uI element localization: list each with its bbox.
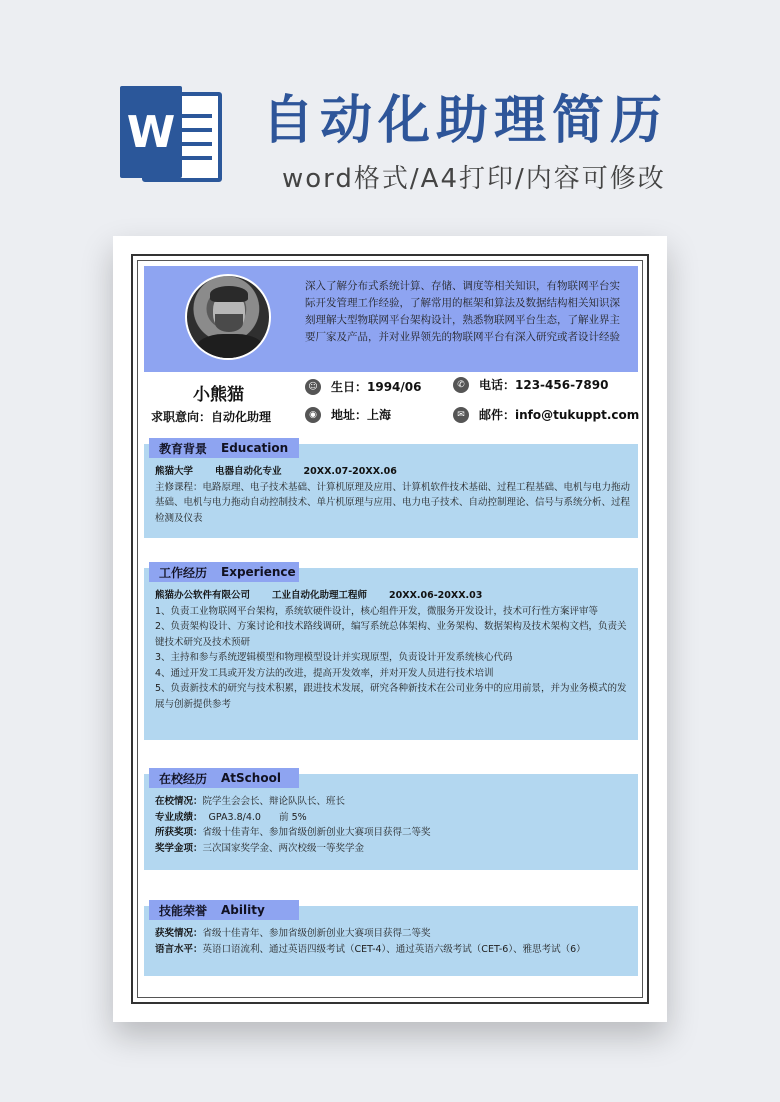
phone-icon: ✆ [453, 377, 469, 393]
work-title-cn: 工作经历 [159, 565, 208, 580]
mail-icon: ✉ [453, 407, 469, 423]
word-letter: W [120, 86, 182, 178]
work-item: 5、负责新技术的研究与技术积累，跟进技术发展，研究各种新技术在公司业务中的应用前景，并为业务模式的发展与创新提供参考 [155, 683, 627, 710]
company-name: 熊猫办公软件有限公司 [155, 590, 251, 601]
education-title-en: Education [221, 441, 289, 455]
school-body [155, 794, 633, 856]
courses: 主修课程：电路原理、电子技术基础、计算机原理及应用、计算机软件技术基础、过程工程基础、电机与电力拖动基础、电机与电力拖动自动控制技术、单片机原理与应用、电力电子技术、自动控制理论、信号与系统分析、过程检测及仪表 [155, 481, 631, 524]
row-value: 英语口语流利、通过英语四级考试（CET-4）、通过英语六级考试（CET-6）、雅思考试（6） [202, 943, 586, 955]
promo-banner [0, 0, 780, 230]
ability-body [155, 926, 633, 957]
banner-title: 自动化助理简历 [262, 91, 669, 151]
birth-text: 生日：1994/06 [331, 380, 422, 394]
row-value: 省级十佳青年、参加省级创新创业大赛项目获得二等奖 [202, 928, 431, 939]
work-item: 1、负责工业物联网平台架构，系统软硬件设计，核心组件开发，微服务开发设计，技术可行性方案评审等 [155, 605, 599, 617]
location-icon: ◉ [305, 407, 321, 423]
row-value: GPA3.8/4.0 前 5% [202, 811, 307, 823]
word-icon [112, 82, 224, 186]
address-text: 地址：上海 [331, 408, 392, 422]
address-info [305, 406, 391, 423]
education-period: 20XX.07-20XX.06 [303, 466, 397, 477]
work-item: 2、负责架构设计、方案讨论和技术路线调研，编写系统总体架构、业务架构、数据架构及技术架构文档，负责关键技术研究及技术预研 [155, 621, 627, 648]
row-value: 三次国家奖学金、两次校级一等奖学金 [202, 842, 365, 854]
work-heading [149, 562, 299, 582]
education-heading [149, 438, 299, 458]
ability-title-cn: 技能荣誉 [159, 903, 208, 918]
work-period: 20XX.06-20XX.03 [389, 590, 483, 601]
profile-summary: 深入了解分布式系统计算、存储、调度等相关知识，有物联网平台实际开发管理工作经验，了解常用的框架和算法及数据结构相关知识深刻理解大型物联网平台架构设计，熟悉物联网平台生态，了解业界主要厂家及产品，并对业界领先的物联网平台有深入研究或者设计经验 [305, 280, 620, 343]
row-value: 省级十佳青年、参加省级创新创业大赛项目获得二等奖 [202, 827, 431, 838]
row-label: 在校情况： [155, 796, 203, 807]
education-body [155, 464, 633, 526]
major: 电器自动化专业 [215, 466, 282, 477]
banner-subtitle: word格式/A4打印/内容可修改 [282, 164, 666, 194]
phone-text: 电话：123-456-7890 [479, 378, 609, 392]
person-icon: ☺ [305, 379, 321, 395]
resume-page [113, 236, 667, 1022]
row-label: 获奖情况： [155, 928, 203, 939]
job-intent: 求职意向：自动化助理 [151, 410, 272, 424]
avatar [185, 274, 271, 360]
ability-title-en: Ability [221, 903, 265, 917]
row-label: 所获奖项： [155, 827, 203, 838]
school-name: 熊猫大学 [155, 466, 194, 477]
candidate-name: 小熊猫 [193, 385, 244, 405]
work-item: 3、主持和参与系统逻辑模型和物理模型设计并实现原型，负责设计开发系统核心代码 [155, 652, 513, 663]
email-text: 邮件：info@tukuppt.com [479, 408, 640, 422]
work-body [155, 588, 633, 712]
row-label: 语言水平： [155, 943, 203, 955]
row-label: 专业成绩： [155, 811, 203, 823]
email-info [453, 406, 639, 423]
school-title-cn: 在校经历 [159, 771, 208, 786]
position: 工业自动化助理工程师 [272, 590, 368, 601]
ability-heading [149, 900, 299, 920]
work-title-en: Experience [221, 565, 296, 579]
work-item: 4、通过开发工具或开发方法的改进，提高开发效率，并对开发人员进行技术培训 [155, 667, 494, 679]
row-label: 奖学金项： [155, 842, 203, 854]
education-title-cn: 教育背景 [159, 441, 208, 456]
birth-info [305, 378, 421, 395]
school-heading [149, 768, 299, 788]
school-title-en: AtSchool [221, 771, 281, 785]
row-value: 院学生会会长、辩论队队长、班长 [202, 796, 346, 807]
phone-info [453, 376, 608, 393]
